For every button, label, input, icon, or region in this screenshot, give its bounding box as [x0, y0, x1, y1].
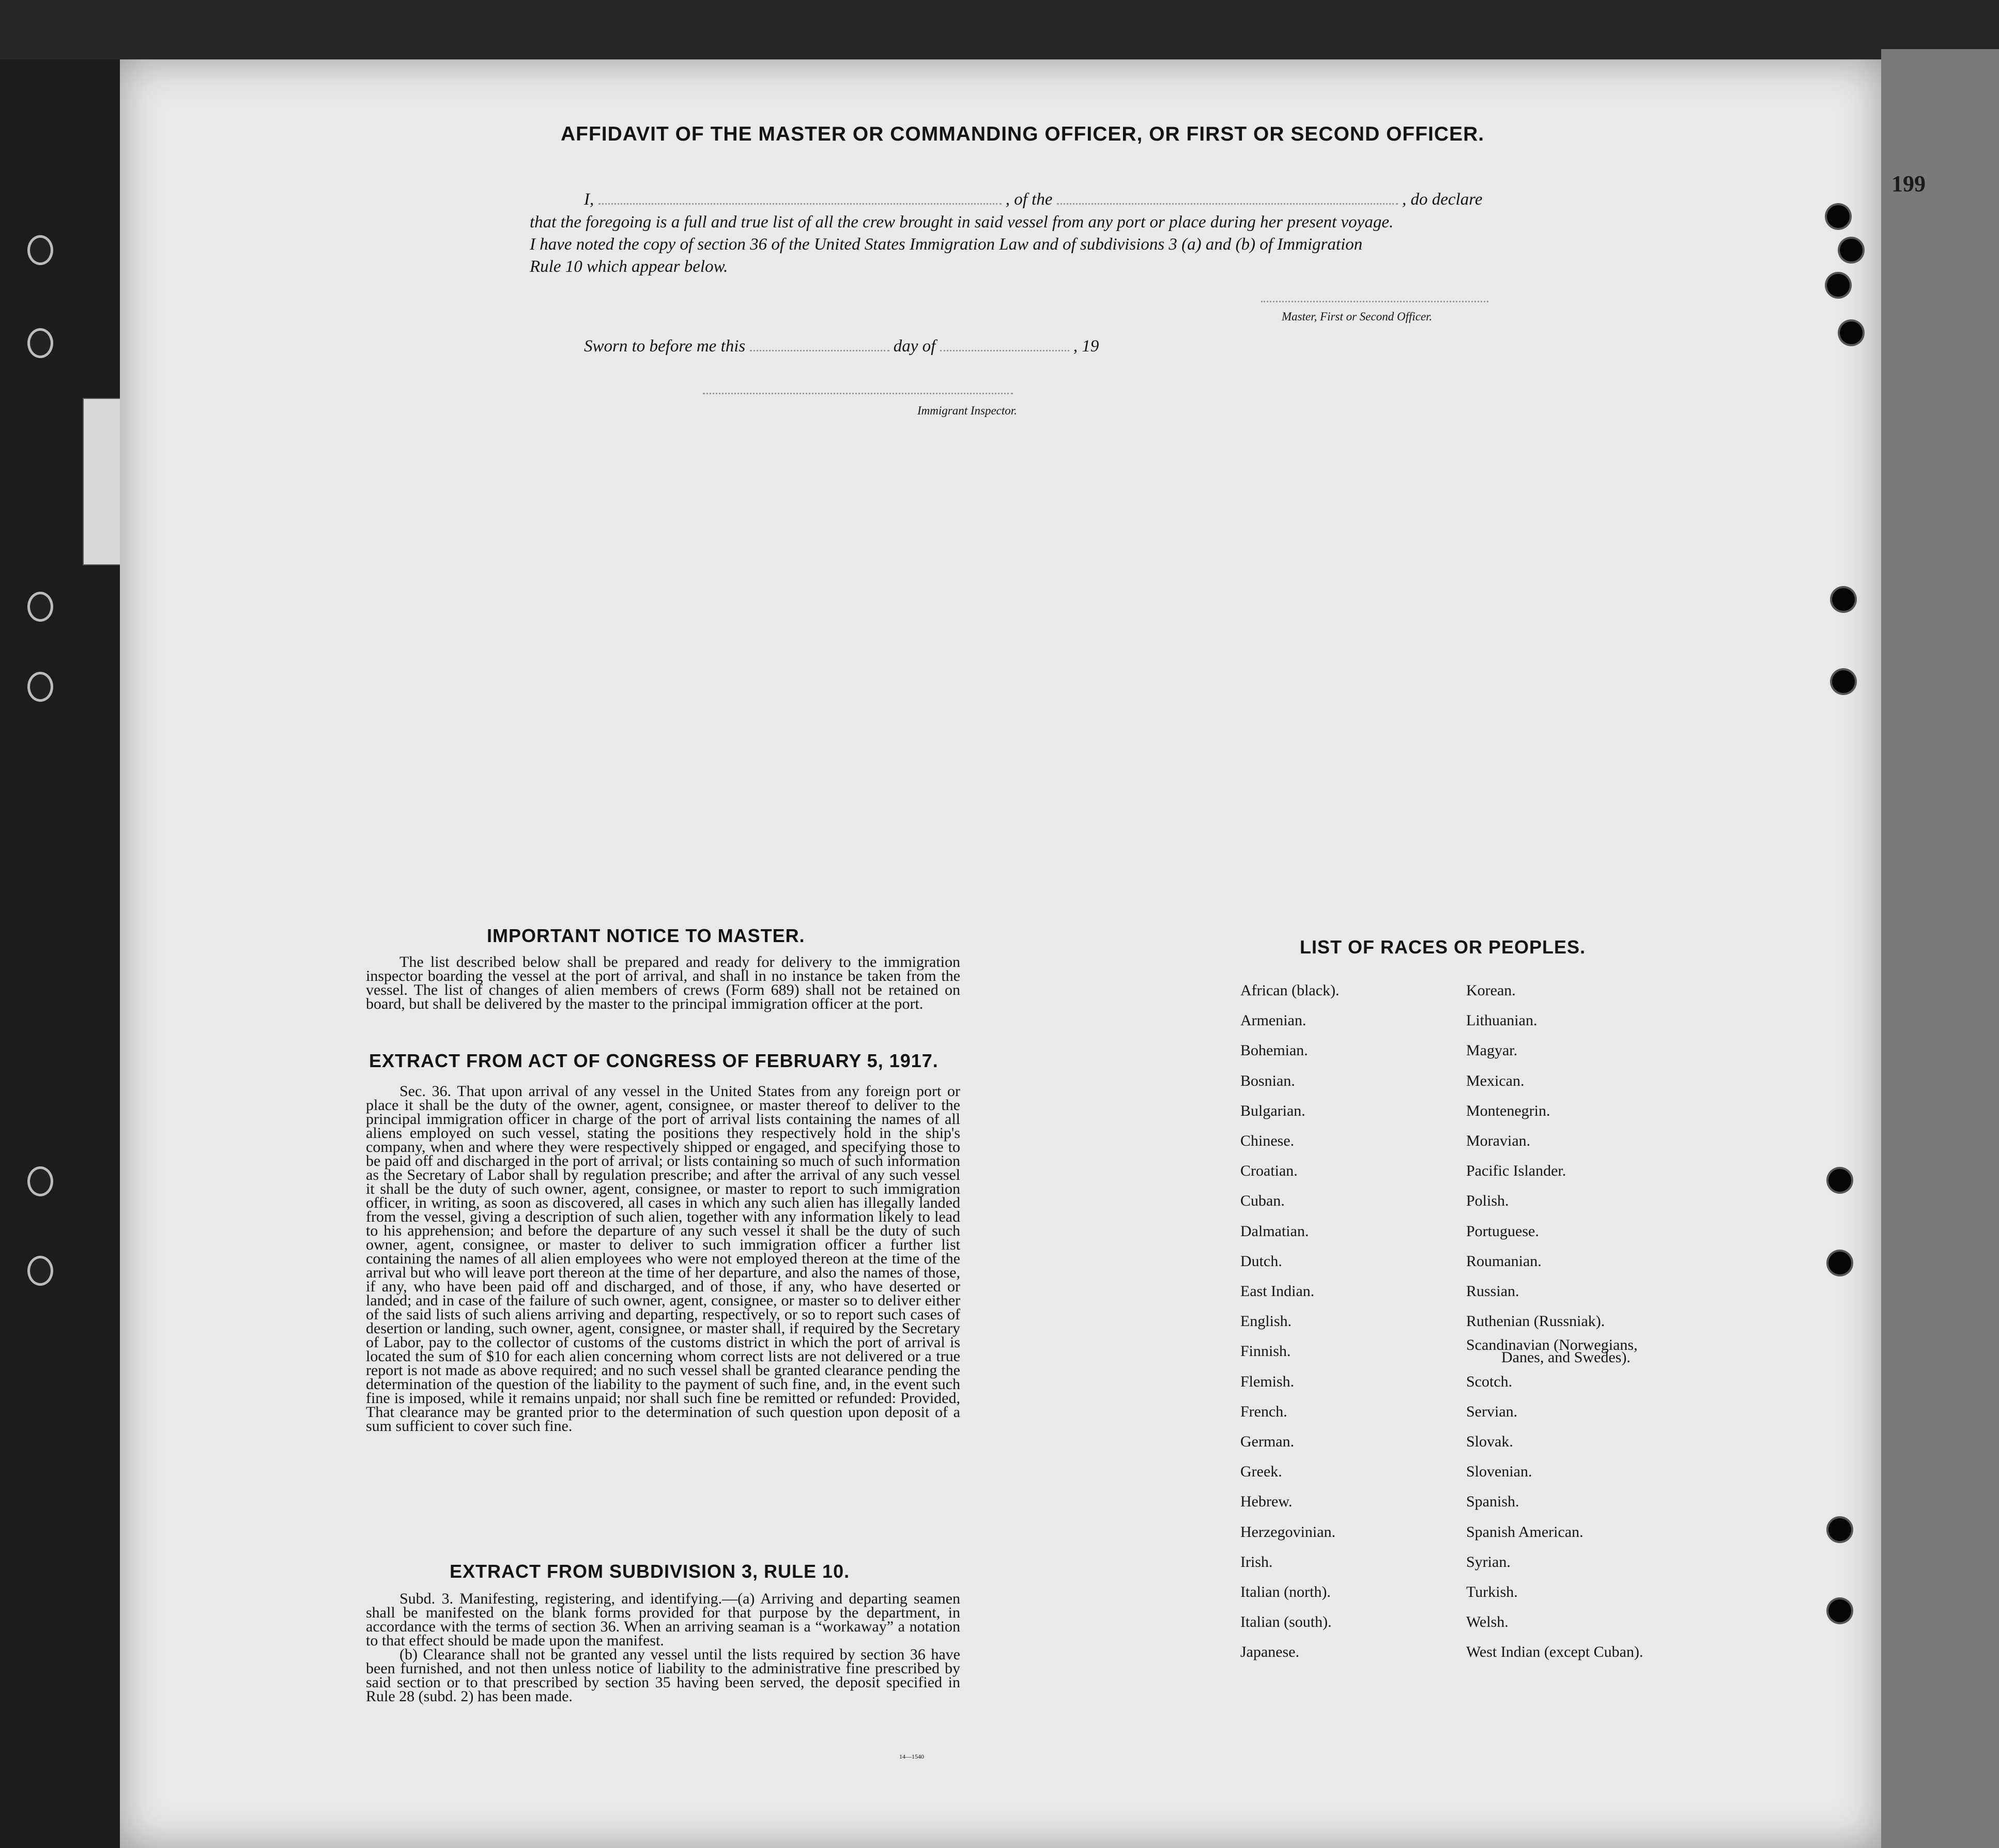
act-text: Sec. 36. That upon arrival of any vessel in the United States from any foreign port or place it shall be the duty of the owner, agent, consignee, or master thereof to deliver to the principal immigration officer in charge of the port of arrival lists containing the names of all aliens employed on such vessel, stating the positions they respectively hold in the ship's company, when and where they were respectively shipped or engaged, and specifying those to be paid off and discharged in the port of arrival; or lists containing so much of such information as the Secretary of Labor shall by regulation prescribe; and after the arrival of any such vessel it shall be the duty of such owner, agent, consignee, or master to report to such immigration officer, in writing, as soon as discovered, all cases in which any such alien has illegally landed from the vessel, giving a description of such alien, together with any information likely to lead to his apprehension; and before the departure of any such vessel it shall be the duty of such owner, agent, consignee, or master to deliver to such immigration officer a further list containing the names of all alien employees who were not employed thereon at the time of the arrival but who will leave port thereon at the time of her departure, and also the names of those, if any, who have been paid off and discharged, and of those, if any, who have deserted or landed; and in case of the failure of such owner, agent, consignee, or master so to deliver either of the said lists of such aliens arriving and departing, respectively, or so to report such cases of desertion or landing, such owner, agent, consignee, or master shall, if required by the Secretary of Labor, pay to the collector of customs of the customs district in which the port of arrival is located the sum of $10 for each alien concerning whom correct lists are not delivered or a true report is not made as above required; and no such vessel shall be granted clearance pending the determination of the question of the liability to the payment of such fine, and, in the event such fine is imposed, while it remains unpaid; nor shall such fine be remitted or refunded: Provided, That clearance may be granted prior to the determination of such question upon deposit of a sum sufficient to cover such fine.	[366, 1083, 960, 1435]
affidavit-line-2: that the foregoing is a full and true list of all the crew brought in said vessel from any port or place during her present voyage.	[530, 213, 1394, 232]
punch-hole-icon	[30, 238, 51, 263]
page-number: 199	[1892, 171, 1926, 196]
affidavit-line-1	[584, 190, 1482, 209]
signature-line	[1261, 301, 1488, 302]
affidavit-title: AFFIDAVIT OF THE MASTER OR COMMANDING OFFICER, OR FIRST OR SECOND OFFICER.	[561, 123, 1485, 145]
race-item: Welsh.	[1466, 1613, 1509, 1630]
race-item: Dutch.	[1240, 1253, 1282, 1270]
punch-hole-icon	[30, 1258, 51, 1283]
notice-text: The list described below shall be prepared and ready for delivery to the immigration inspector boarding the vessel at the port of arrival, and shall in no instance be taken from the vessel. The list of changes of alien members of crews (Form 689) shall not be retained on board, but shall be delivered by the master to the principal immigration officer at the port.	[366, 953, 960, 1012]
affidavit-i: I,	[584, 190, 594, 209]
race-item: Spanish American.	[1466, 1523, 1583, 1541]
day-blank	[750, 350, 889, 351]
punch-hole-icon	[30, 331, 51, 356]
race-item: Turkish.	[1466, 1583, 1518, 1600]
race-item: Montenegrin.	[1466, 1102, 1550, 1119]
punch-hole-icon	[1828, 1599, 1851, 1622]
race-item: Bohemian.	[1240, 1042, 1308, 1059]
race-item: German.	[1240, 1433, 1295, 1450]
race-item: Italian (south).	[1240, 1613, 1332, 1630]
affidavit-line-4: Rule 10 which appear below.	[530, 257, 728, 276]
punch-hole-icon	[1840, 321, 1863, 344]
race-item: Portuguese.	[1466, 1223, 1539, 1240]
race-item: Servian.	[1466, 1403, 1518, 1420]
race-item: Moravian.	[1466, 1132, 1531, 1149]
race-item: Irish.	[1240, 1553, 1273, 1570]
affidavit-of-the: , of the	[1005, 190, 1053, 209]
punch-hole-icon	[30, 1169, 51, 1194]
act-body	[366, 1084, 960, 1433]
punch-hole-icon	[30, 594, 51, 619]
race-item: Finnish.	[1240, 1343, 1291, 1360]
race-item: Pacific Islander.	[1466, 1162, 1566, 1179]
inspector-signature-line	[703, 393, 1013, 394]
race-item: Bulgarian.	[1240, 1102, 1305, 1119]
punch-hole-icon	[1827, 274, 1850, 297]
race-item: Scandinavian (Norwegians,	[1466, 1336, 1638, 1353]
month-blank	[940, 350, 1069, 351]
rule-heading: EXTRACT FROM SUBDIVISION 3, RULE 10.	[450, 1561, 850, 1582]
scan-border-right	[1881, 49, 1999, 1848]
race-item: Magyar.	[1466, 1042, 1518, 1059]
notice-body	[366, 955, 960, 1011]
punch-hole-icon	[1832, 670, 1855, 693]
rule-body	[366, 1592, 960, 1703]
document-page	[120, 59, 1881, 1848]
form-number: 14—1540	[899, 1753, 924, 1760]
affidavit-line-3: I have noted the copy of section 36 of the United States Immigration Law and of subdivisions 3 (a) and (b) of Immigration	[530, 235, 1363, 254]
race-item: Dalmatian.	[1240, 1223, 1309, 1240]
race-item: East Indian.	[1240, 1283, 1315, 1300]
inspector-label: Immigrant Inspector.	[917, 404, 1017, 417]
punch-hole-icon	[1827, 205, 1850, 228]
race-item: Korean.	[1466, 982, 1516, 999]
race-item: Slovenian.	[1466, 1463, 1532, 1480]
race-item: Herzegovinian.	[1240, 1523, 1336, 1541]
punch-hole-icon	[1828, 1518, 1851, 1541]
punch-hole-icon	[1828, 1252, 1851, 1274]
race-item: Cuban.	[1240, 1192, 1285, 1209]
punch-hole-icon	[30, 674, 51, 699]
sworn-year: , 19	[1073, 337, 1099, 356]
vessel-blank	[1057, 203, 1398, 205]
race-item: Syrian.	[1466, 1553, 1511, 1570]
punch-hole-icon	[1840, 239, 1863, 261]
race-item: Lithuanian.	[1466, 1012, 1537, 1029]
race-item: Chinese.	[1240, 1132, 1295, 1149]
affidavit-declare: , do declare	[1402, 190, 1483, 209]
race-item: Slovak.	[1466, 1433, 1513, 1450]
race-item: Bosnian.	[1240, 1072, 1295, 1089]
race-item: Japanese.	[1240, 1643, 1300, 1660]
race-item: Mexican.	[1466, 1072, 1525, 1089]
act-heading: EXTRACT FROM ACT OF CONGRESS OF FEBRUARY 5, 1917.	[369, 1050, 939, 1071]
punch-hole-icon	[1828, 1169, 1851, 1192]
notice-heading: IMPORTANT NOTICE TO MASTER.	[487, 925, 805, 946]
race-item: Croatian.	[1240, 1162, 1298, 1179]
race-item: African (black).	[1240, 982, 1340, 999]
sworn-day-of: day of	[893, 337, 936, 356]
race-item: Hebrew.	[1240, 1493, 1293, 1510]
sworn-line	[584, 337, 1099, 356]
rule-text-b: (b) Clearance shall not be granted any vessel until the lists required by section 36 have been furnished, and not then unless notice of liability to the administrative fine prescribed by said section or to that prescribed by section 35 having been served, the deposit specified in Rule 28 (subd. 2) has been made.	[366, 1646, 960, 1705]
race-item: Italian (north).	[1240, 1583, 1331, 1600]
scan-border-top	[0, 0, 1999, 59]
race-item: English.	[1240, 1313, 1292, 1330]
signature-label: Master, First or Second Officer.	[1282, 310, 1433, 323]
race-item: French.	[1240, 1403, 1287, 1420]
race-right-continuation: Danes, and Swedes).	[1501, 1349, 1631, 1366]
name-blank	[598, 203, 1002, 205]
race-item: Greek.	[1240, 1463, 1282, 1480]
race-item: Armenian.	[1240, 1012, 1306, 1029]
races-heading: LIST OF RACES OR PEOPLES.	[1300, 936, 1586, 958]
rule-text-a: Subd. 3. Manifesting, registering, and identifying.—(a) Arriving and departing seamen shall be manifested on the blank forms provided for that purpose by the department, in accordance with the terms of section 36. When an arriving seaman is a “workaway” a notation to that effect should be made upon the manifest.	[366, 1590, 960, 1649]
race-item: Ruthenian (Russniak).	[1466, 1313, 1605, 1330]
race-item: West Indian (except Cuban).	[1466, 1643, 1643, 1660]
race-item: Spanish.	[1466, 1493, 1519, 1510]
punch-hole-icon	[1832, 588, 1855, 611]
race-item: Russian.	[1466, 1283, 1519, 1300]
race-item: Polish.	[1466, 1192, 1509, 1209]
race-item: Scotch.	[1466, 1373, 1513, 1390]
race-item: Roumanian.	[1466, 1253, 1542, 1270]
sworn-prefix: Sworn to before me this	[584, 337, 746, 356]
race-item: Flemish.	[1240, 1373, 1295, 1390]
